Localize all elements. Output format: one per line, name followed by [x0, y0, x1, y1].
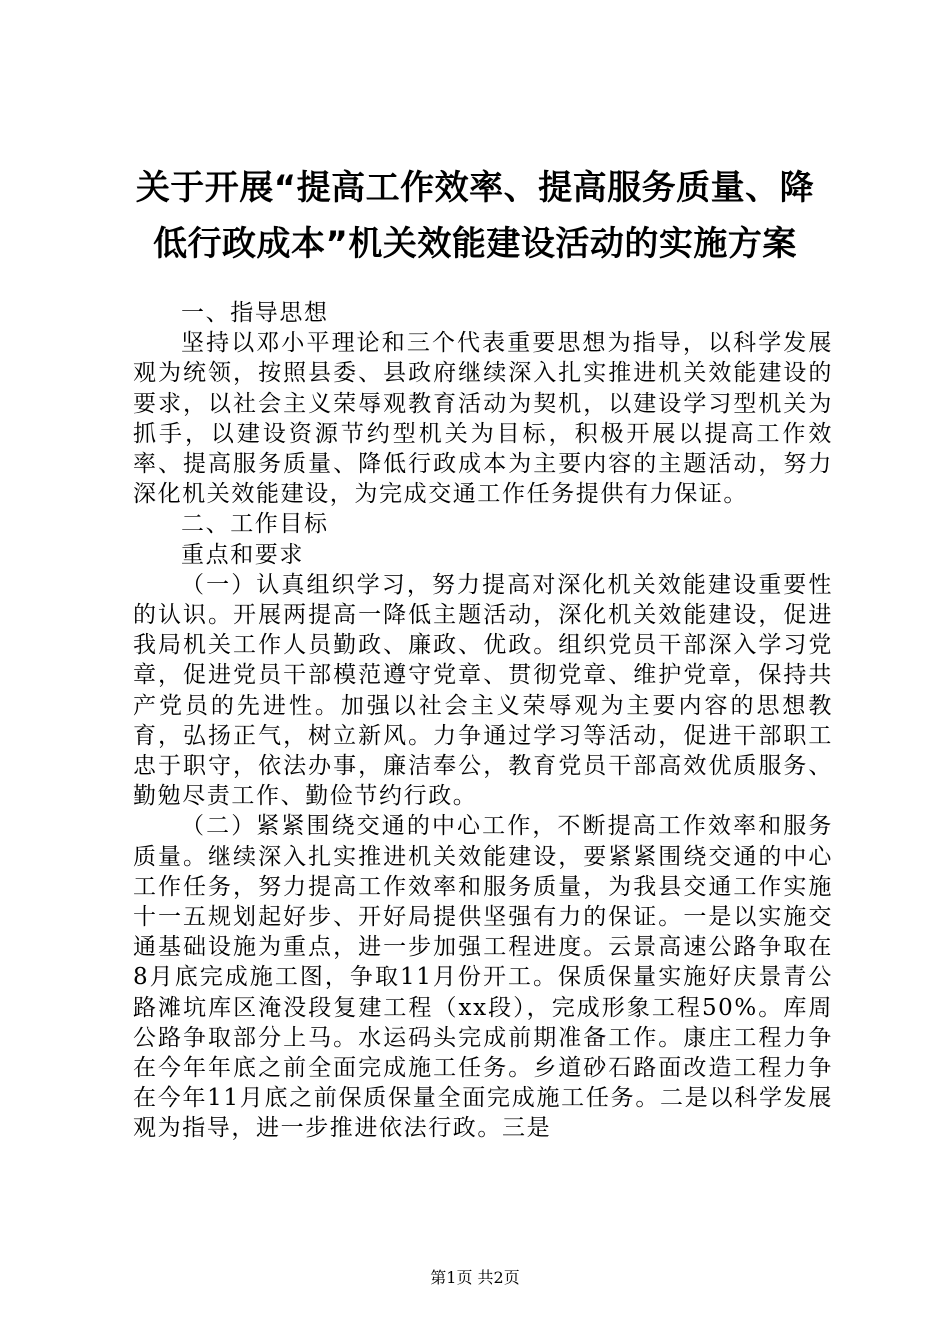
- section-heading-work-goals: 二、工作目标: [181, 511, 329, 538]
- body-paragraph: 坚持以邓小平理论和三个代表重要思想为指导，以科学发展观为统领，按照县委、县政府继续深入扎实推进机关效能建设的要求，以社会主义荣辱观教育活动为契机，以建设学习型机关为抓手，以建设资源节约型机关为目标，积极开展以提高工作效率、提高服务质量、降低行政成本为主要内容的主题活动，努力深化机关效能建设，为完成交通工作任务提供有力保证。: [133, 330, 833, 508]
- section-heading-guiding-ideology: 一、指导思想: [181, 300, 329, 326]
- body-paragraph: （二）紧紧围绕交通的中心工作，不断提高工作效率和服务质量。继续深入扎实推进机关效能建设，要紧紧围绕交通的中心工作任务，努力提高工作效率和服务质量，为我县交通工作实施十一五规划起好步、开好局提供坚强有力的保证。一是以实施交通基础设施为重点，进一步加强工程进度。云景高速公路争取在8月底完成施工图，争取11月份开工。保质保量实施好庆景青公路滩坑库区淹没段复建工程（xx段），完成形象工程50%。库周公路争取部分上马。水运码头完成前期准备工作。康庄工程力争在今年年底之前全面完成施工任务。乡道砂石路面改造工程力争在今年11月底之前保质保量全面完成施工任务。二是以科学发展观为指导，进一步推进依法行政。三是: [133, 813, 833, 1142]
- page-number-footer: 第1页 共2页: [430, 1268, 520, 1287]
- document-title: [118, 160, 832, 272]
- section-subheading-key-points: 重点和要求: [181, 541, 304, 568]
- title-line-1: 关于开展“提高工作效率、提高服务质量、降: [135, 168, 815, 208]
- body-paragraph: （一）认真组织学习，努力提高对深化机关效能建设重要性的认识。开展两提高一降低主题活动，深化机关效能建设，促进我局机关工作人员勤政、廉政、优政。组织党员干部深入学习党章，促进党员干部模范遵守党章、贯彻党章、维护党章，保持共产党员的先进性。加强以社会主义荣辱观为主要内容的思想教育，弘扬正气，树立新风。力争通过学习等活动，促进干部职工忠于职守，依法办事，廉洁奉公，教育党员干部高效优质服务、勤勉尽责工作、勤俭节约行政。: [133, 571, 833, 810]
- title-line-2: 低行政成本”机关效能建设活动的实施方案: [153, 224, 797, 264]
- document-body: [133, 298, 833, 1144]
